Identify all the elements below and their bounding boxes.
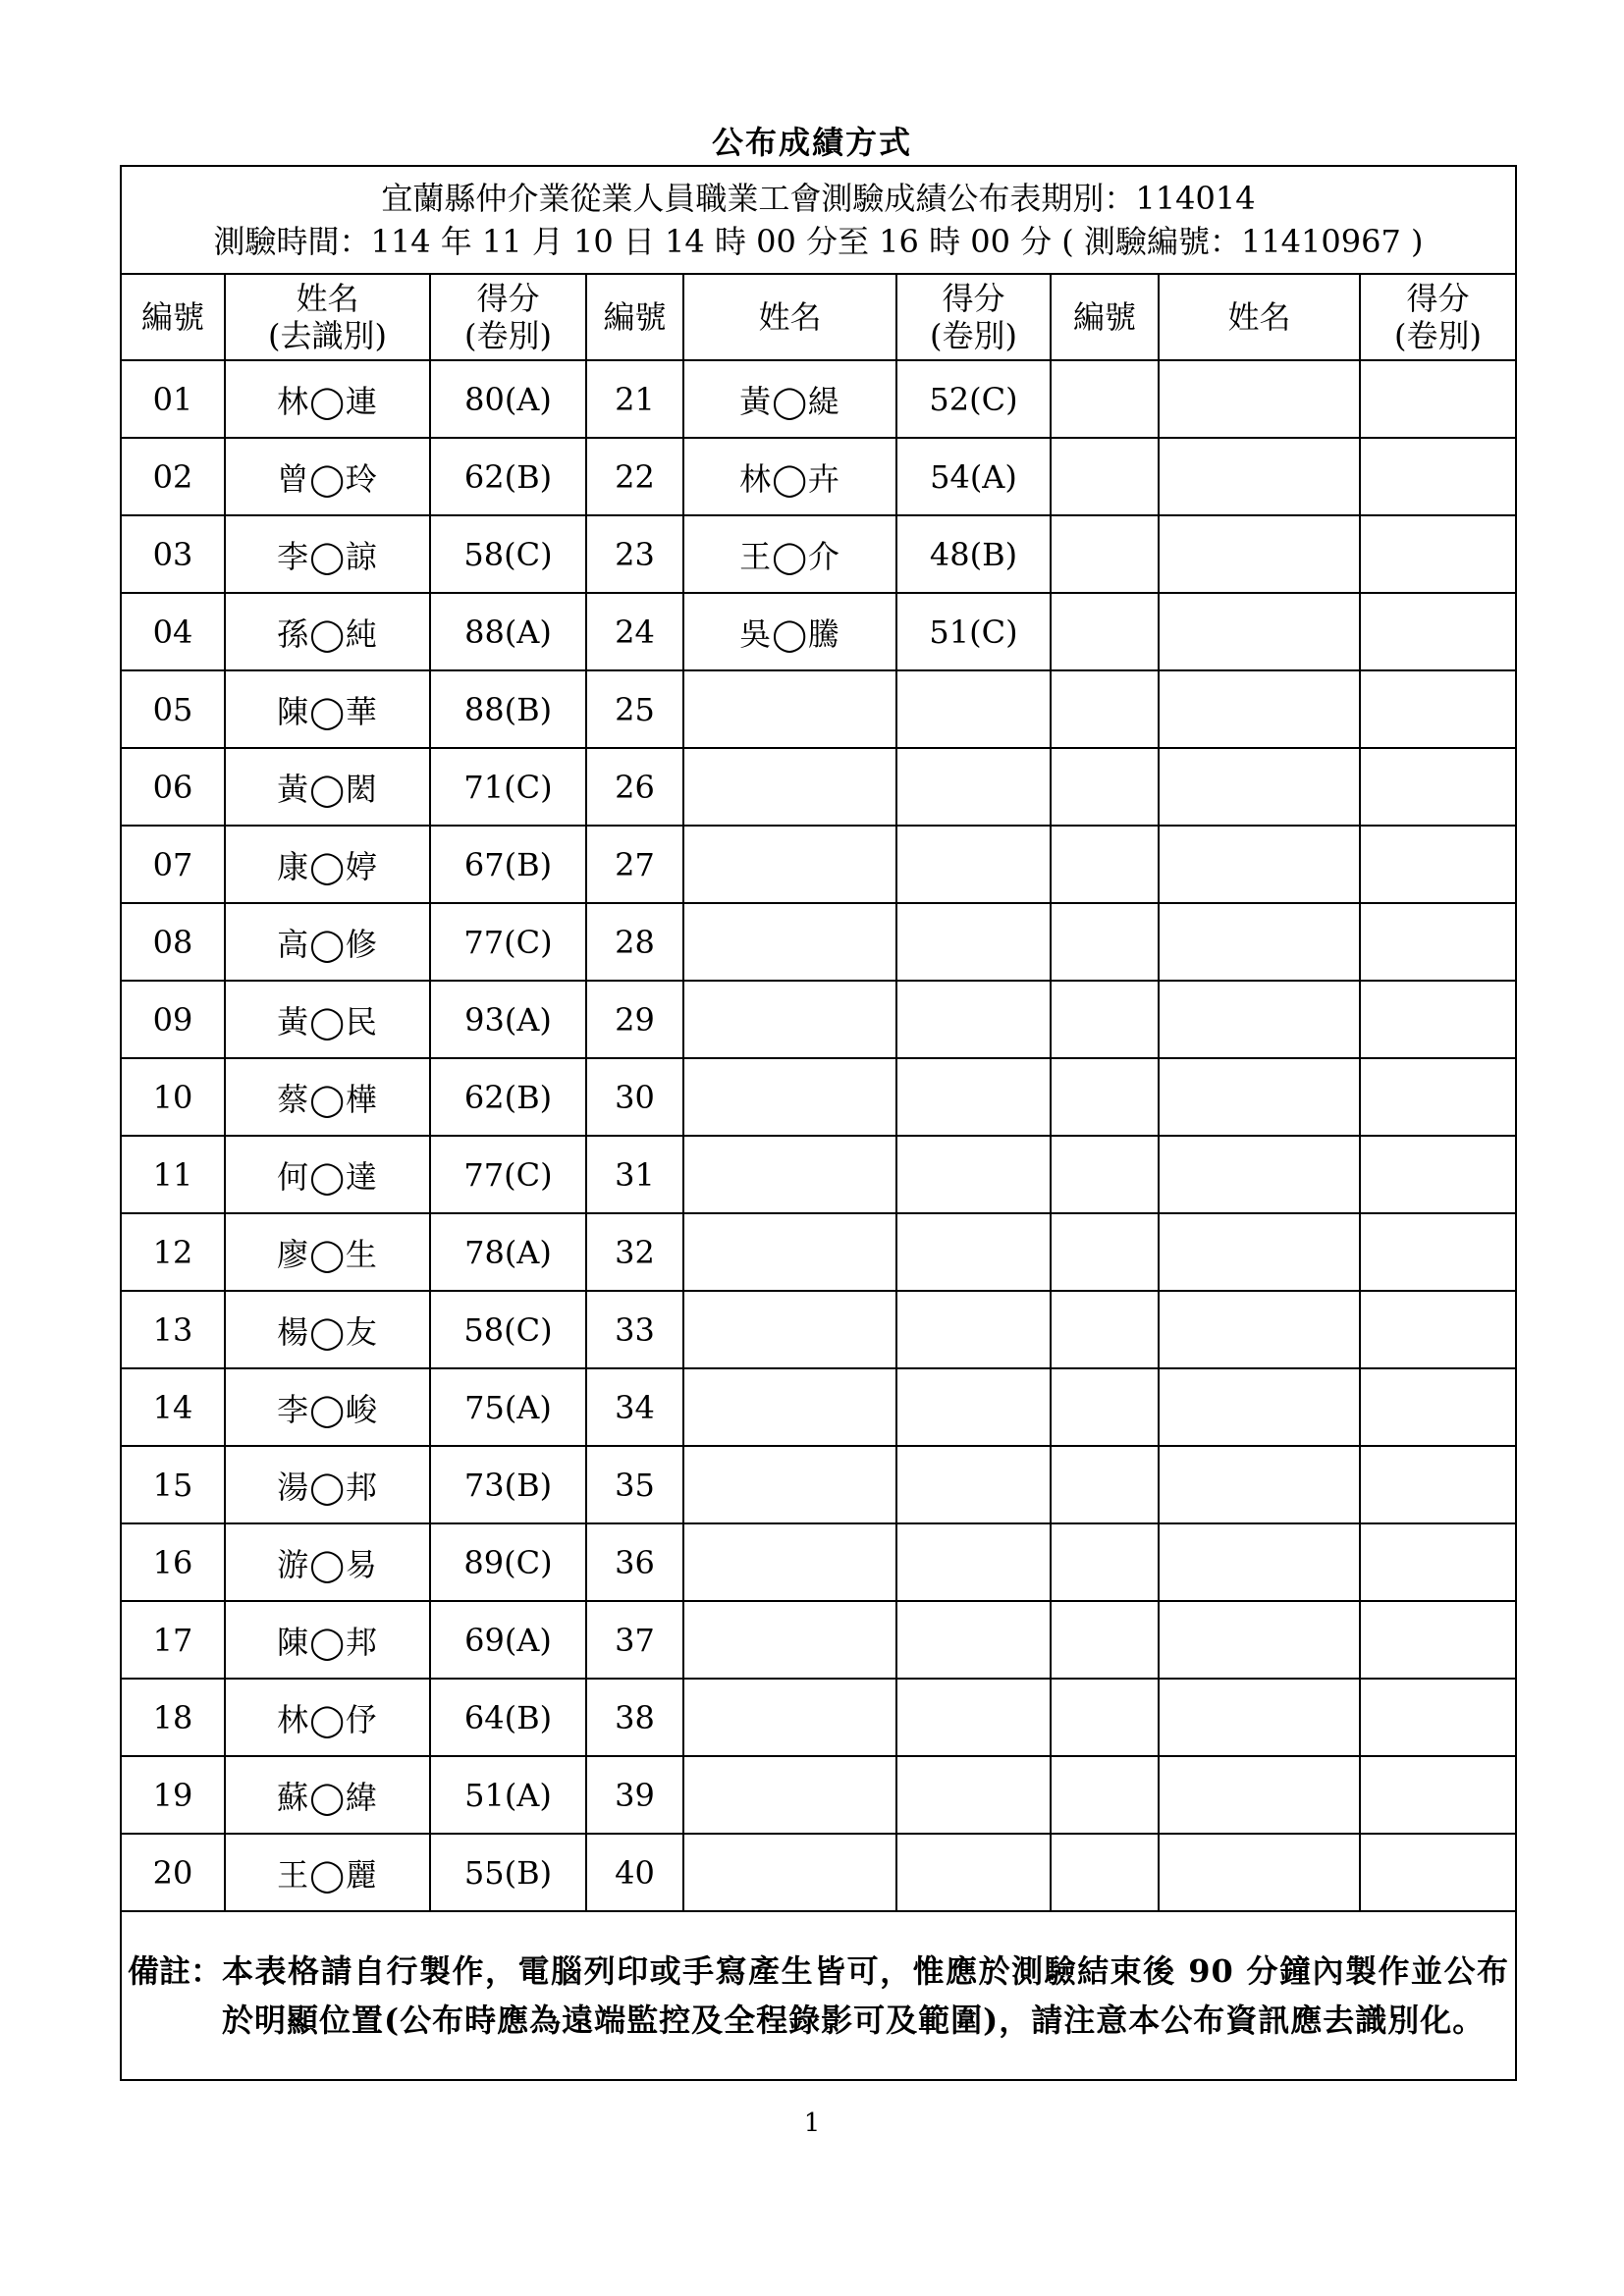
cell-name-1: 李◯諒 xyxy=(225,515,430,593)
cell-score-1: 62(B) xyxy=(430,438,586,515)
cell-score-3 xyxy=(1360,1756,1516,1834)
cell-score-1: 58(C) xyxy=(430,1291,586,1368)
cell-no-1: 03 xyxy=(121,515,225,593)
cell-no-2: 29 xyxy=(586,981,683,1058)
cell-score-3 xyxy=(1360,1834,1516,1911)
cell-name-1: 孫◯純 xyxy=(225,593,430,670)
cell-score-3 xyxy=(1360,1058,1516,1136)
cell-name-3 xyxy=(1159,981,1360,1058)
header-score-1-line1: 得分 xyxy=(476,280,540,317)
cell-name-3 xyxy=(1159,1834,1360,1911)
cell-name-2 xyxy=(683,1756,896,1834)
remark-label: 備註： xyxy=(128,1952,223,1990)
cell-score-1: 88(B) xyxy=(430,670,586,748)
cell-name-1: 高◯修 xyxy=(225,903,430,981)
table-title-line1: 宜蘭縣仲介業從業人員職業工會測驗成績公布表期別：114014 xyxy=(381,180,1256,217)
cell-name-1: 何◯達 xyxy=(225,1136,430,1213)
cell-name-1: 林◯連 xyxy=(225,360,430,438)
cell-no-2: 39 xyxy=(586,1756,683,1834)
cell-name-3 xyxy=(1159,360,1360,438)
table-row xyxy=(121,1679,1516,1756)
cell-score-1: 64(B) xyxy=(430,1679,586,1756)
table-row xyxy=(121,1446,1516,1523)
cell-name-1: 陳◯華 xyxy=(225,670,430,748)
cell-score-2 xyxy=(896,1136,1051,1213)
cell-name-1: 蔡◯樺 xyxy=(225,1058,430,1136)
cell-no-2: 40 xyxy=(586,1834,683,1911)
cell-score-2 xyxy=(896,981,1051,1058)
cell-score-2 xyxy=(896,1291,1051,1368)
cell-no-1: 12 xyxy=(121,1213,225,1291)
cell-no-1: 11 xyxy=(121,1136,225,1213)
header-row xyxy=(121,274,1516,360)
cell-no-1: 17 xyxy=(121,1601,225,1679)
cell-name-2 xyxy=(683,1834,896,1911)
cell-no-2: 38 xyxy=(586,1679,683,1756)
header-score-3-line2: (卷別) xyxy=(1394,317,1482,354)
header-no-3: 編號 xyxy=(1051,274,1159,360)
table-title-line2: 測驗時間：114 年 11 月 10 日 14 時 00 分至 16 時 00 分 ( 測驗編號：11410967 ) xyxy=(213,223,1424,260)
cell-name-1: 蘇◯緯 xyxy=(225,1756,430,1834)
header-score-2-line1: 得分 xyxy=(942,280,1005,317)
table-row xyxy=(121,1523,1516,1601)
cell-no-2: 35 xyxy=(586,1446,683,1523)
cell-no-3 xyxy=(1051,1601,1159,1679)
cell-no-2: 31 xyxy=(586,1136,683,1213)
cell-name-3 xyxy=(1159,826,1360,903)
cell-no-1: 14 xyxy=(121,1368,225,1446)
cell-no-2: 33 xyxy=(586,1291,683,1368)
cell-name-2 xyxy=(683,1136,896,1213)
cell-no-3 xyxy=(1051,360,1159,438)
cell-name-2 xyxy=(683,1679,896,1756)
cell-no-1: 15 xyxy=(121,1446,225,1523)
header-no-2: 編號 xyxy=(586,274,683,360)
cell-name-3 xyxy=(1159,1213,1360,1291)
cell-name-2 xyxy=(683,670,896,748)
cell-score-1: 77(C) xyxy=(430,903,586,981)
cell-score-1: 55(B) xyxy=(430,1834,586,1911)
cell-score-2 xyxy=(896,1834,1051,1911)
cell-score-1: 93(A) xyxy=(430,981,586,1058)
cell-score-1: 51(A) xyxy=(430,1756,586,1834)
cell-no-1: 13 xyxy=(121,1291,225,1368)
cell-name-1: 黃◯民 xyxy=(225,981,430,1058)
cell-no-1: 19 xyxy=(121,1756,225,1834)
cell-no-2: 23 xyxy=(586,515,683,593)
cell-name-2 xyxy=(683,1368,896,1446)
cell-name-3 xyxy=(1159,1058,1360,1136)
cell-name-3 xyxy=(1159,748,1360,826)
cell-no-1: 10 xyxy=(121,1058,225,1136)
cell-score-2 xyxy=(896,1368,1051,1446)
cell-name-3 xyxy=(1159,1136,1360,1213)
cell-score-3 xyxy=(1360,1679,1516,1756)
header-name-1-line1: 姓名 xyxy=(296,280,359,317)
cell-name-3 xyxy=(1159,593,1360,670)
cell-score-2: 52(C) xyxy=(896,360,1051,438)
cell-no-3 xyxy=(1051,1058,1159,1136)
cell-score-1: 58(C) xyxy=(430,515,586,593)
page-number: 1 xyxy=(803,2109,821,2138)
cell-no-3 xyxy=(1051,826,1159,903)
cell-score-3 xyxy=(1360,1136,1516,1213)
header-score-1 xyxy=(430,274,586,360)
cell-score-1: 73(B) xyxy=(430,1446,586,1523)
cell-name-3 xyxy=(1159,670,1360,748)
cell-name-2 xyxy=(683,1601,896,1679)
cell-score-1: 78(A) xyxy=(430,1213,586,1291)
table-row xyxy=(121,670,1516,748)
cell-score-3 xyxy=(1360,593,1516,670)
table-row xyxy=(121,438,1516,515)
cell-no-2: 21 xyxy=(586,360,683,438)
cell-name-1: 李◯峻 xyxy=(225,1368,430,1446)
cell-name-3 xyxy=(1159,1756,1360,1834)
cell-score-3 xyxy=(1360,515,1516,593)
cell-no-1: 20 xyxy=(121,1834,225,1911)
header-no-1: 編號 xyxy=(121,274,225,360)
cell-score-3 xyxy=(1360,1368,1516,1446)
cell-score-2 xyxy=(896,903,1051,981)
cell-name-2: 林◯卉 xyxy=(683,438,896,515)
cell-no-2: 36 xyxy=(586,1523,683,1601)
table-row xyxy=(121,360,1516,438)
cell-score-2 xyxy=(896,826,1051,903)
cell-score-3 xyxy=(1360,360,1516,438)
cell-no-1: 08 xyxy=(121,903,225,981)
cell-no-2: 27 xyxy=(586,826,683,903)
cell-name-1: 曾◯玲 xyxy=(225,438,430,515)
remark-cell xyxy=(121,1911,1516,2080)
cell-no-1: 06 xyxy=(121,748,225,826)
cell-name-2: 黃◯緹 xyxy=(683,360,896,438)
cell-score-1: 75(A) xyxy=(430,1368,586,1446)
cell-score-1: 88(A) xyxy=(430,593,586,670)
table-row xyxy=(121,981,1516,1058)
cell-score-3 xyxy=(1360,826,1516,903)
header-name-1 xyxy=(225,274,430,360)
cell-no-2: 24 xyxy=(586,593,683,670)
cell-no-2: 30 xyxy=(586,1058,683,1136)
table-row xyxy=(121,515,1516,593)
cell-score-3 xyxy=(1360,438,1516,515)
cell-score-2: 48(B) xyxy=(896,515,1051,593)
cell-name-3 xyxy=(1159,438,1360,515)
cell-name-1: 廖◯生 xyxy=(225,1213,430,1291)
cell-name-2 xyxy=(683,981,896,1058)
table-row xyxy=(121,1136,1516,1213)
cell-score-2 xyxy=(896,748,1051,826)
cell-score-3 xyxy=(1360,903,1516,981)
cell-no-1: 05 xyxy=(121,670,225,748)
cell-no-1: 16 xyxy=(121,1523,225,1601)
table-row xyxy=(121,1368,1516,1446)
cell-score-2: 54(A) xyxy=(896,438,1051,515)
table-row xyxy=(121,1601,1516,1679)
cell-no-3 xyxy=(1051,593,1159,670)
cell-no-2: 37 xyxy=(586,1601,683,1679)
cell-score-2 xyxy=(896,1679,1051,1756)
cell-name-1: 林◯伃 xyxy=(225,1679,430,1756)
cell-score-2 xyxy=(896,1446,1051,1523)
table-row xyxy=(121,1756,1516,1834)
cell-name-2 xyxy=(683,1213,896,1291)
cell-name-2 xyxy=(683,748,896,826)
cell-name-2 xyxy=(683,903,896,981)
cell-name-2 xyxy=(683,1291,896,1368)
table-title xyxy=(121,166,1516,274)
cell-no-3 xyxy=(1051,1523,1159,1601)
cell-score-2 xyxy=(896,1213,1051,1291)
cell-no-1: 09 xyxy=(121,981,225,1058)
cell-no-3 xyxy=(1051,1834,1159,1911)
cell-no-2: 34 xyxy=(586,1368,683,1446)
cell-name-3 xyxy=(1159,1523,1360,1601)
cell-score-1: 71(C) xyxy=(430,748,586,826)
cell-name-3 xyxy=(1159,903,1360,981)
table-row xyxy=(121,1291,1516,1368)
cell-name-2 xyxy=(683,1058,896,1136)
cell-score-1: 77(C) xyxy=(430,1136,586,1213)
table-row xyxy=(121,1213,1516,1291)
table-row xyxy=(121,593,1516,670)
cell-name-2: 王◯介 xyxy=(683,515,896,593)
cell-name-2 xyxy=(683,1523,896,1601)
remark-row xyxy=(121,1911,1516,2080)
header-name-3: 姓名 xyxy=(1159,274,1360,360)
header-name-1-line2: (去識別) xyxy=(268,317,387,354)
cell-no-2: 22 xyxy=(586,438,683,515)
cell-name-3 xyxy=(1159,515,1360,593)
cell-score-2 xyxy=(896,1756,1051,1834)
cell-score-1: 67(B) xyxy=(430,826,586,903)
cell-no-2: 26 xyxy=(586,748,683,826)
cell-no-2: 28 xyxy=(586,903,683,981)
cell-no-1: 02 xyxy=(121,438,225,515)
header-score-2 xyxy=(896,274,1051,360)
cell-name-2: 吳◯騰 xyxy=(683,593,896,670)
cell-no-3 xyxy=(1051,1136,1159,1213)
cell-score-2: 51(C) xyxy=(896,593,1051,670)
cell-score-2 xyxy=(896,1523,1051,1601)
cell-no-1: 01 xyxy=(121,360,225,438)
cell-score-3 xyxy=(1360,1523,1516,1601)
cell-no-3 xyxy=(1051,748,1159,826)
cell-score-1: 62(B) xyxy=(430,1058,586,1136)
cell-score-3 xyxy=(1360,1213,1516,1291)
cell-no-1: 07 xyxy=(121,826,225,903)
title-row xyxy=(121,166,1516,274)
cell-score-1: 80(A) xyxy=(430,360,586,438)
cell-score-3 xyxy=(1360,748,1516,826)
cell-name-2 xyxy=(683,826,896,903)
cell-score-2 xyxy=(896,1058,1051,1136)
cell-no-3 xyxy=(1051,1213,1159,1291)
cell-no-3 xyxy=(1051,438,1159,515)
table-row xyxy=(121,748,1516,826)
header-score-3 xyxy=(1360,274,1516,360)
cell-score-3 xyxy=(1360,1291,1516,1368)
cell-no-3 xyxy=(1051,1291,1159,1368)
cell-name-3 xyxy=(1159,1601,1360,1679)
cell-no-1: 18 xyxy=(121,1679,225,1756)
cell-score-3 xyxy=(1360,1601,1516,1679)
cell-score-3 xyxy=(1360,1446,1516,1523)
cell-name-3 xyxy=(1159,1291,1360,1368)
cell-no-2: 25 xyxy=(586,670,683,748)
cell-name-2 xyxy=(683,1446,896,1523)
header-name-2: 姓名 xyxy=(683,274,896,360)
cell-name-1: 湯◯邦 xyxy=(225,1446,430,1523)
header-score-2-line2: (卷別) xyxy=(930,317,1017,354)
cell-score-3 xyxy=(1360,670,1516,748)
cell-no-3 xyxy=(1051,903,1159,981)
score-table xyxy=(120,165,1517,2081)
cell-no-3 xyxy=(1051,670,1159,748)
cell-name-1: 陳◯邦 xyxy=(225,1601,430,1679)
cell-no-2: 32 xyxy=(586,1213,683,1291)
cell-no-3 xyxy=(1051,1756,1159,1834)
table-row xyxy=(121,1058,1516,1136)
table-row xyxy=(121,826,1516,903)
header-score-1-line2: (卷別) xyxy=(464,317,552,354)
cell-name-1: 游◯易 xyxy=(225,1523,430,1601)
cell-no-3 xyxy=(1051,1446,1159,1523)
cell-no-3 xyxy=(1051,1368,1159,1446)
cell-score-1: 69(A) xyxy=(430,1601,586,1679)
cell-score-3 xyxy=(1360,981,1516,1058)
remark-text: 本表格請自行製作，電腦列印或手寫產生皆可，惟應於測驗結束後 90 分鐘內製作並公布於明顯位置(公布時應為遠端監控及全程錄影可及範圍)，請注意本公布資訊應去識別化。 xyxy=(222,1952,1510,2039)
cell-name-1: 楊◯友 xyxy=(225,1291,430,1368)
cell-name-1: 康◯婷 xyxy=(225,826,430,903)
cell-score-1: 89(C) xyxy=(430,1523,586,1601)
cell-name-1: 王◯麗 xyxy=(225,1834,430,1911)
table-row xyxy=(121,1834,1516,1911)
cell-score-2 xyxy=(896,670,1051,748)
cell-name-3 xyxy=(1159,1368,1360,1446)
cell-no-3 xyxy=(1051,981,1159,1058)
cell-name-3 xyxy=(1159,1679,1360,1756)
cell-name-1: 黃◯閎 xyxy=(225,748,430,826)
page-heading: 公布成績方式 xyxy=(711,124,912,161)
cell-name-3 xyxy=(1159,1446,1360,1523)
table-row xyxy=(121,903,1516,981)
cell-score-2 xyxy=(896,1601,1051,1679)
cell-no-1: 04 xyxy=(121,593,225,670)
header-score-3-line1: 得分 xyxy=(1406,280,1470,317)
cell-no-3 xyxy=(1051,515,1159,593)
cell-no-3 xyxy=(1051,1679,1159,1756)
